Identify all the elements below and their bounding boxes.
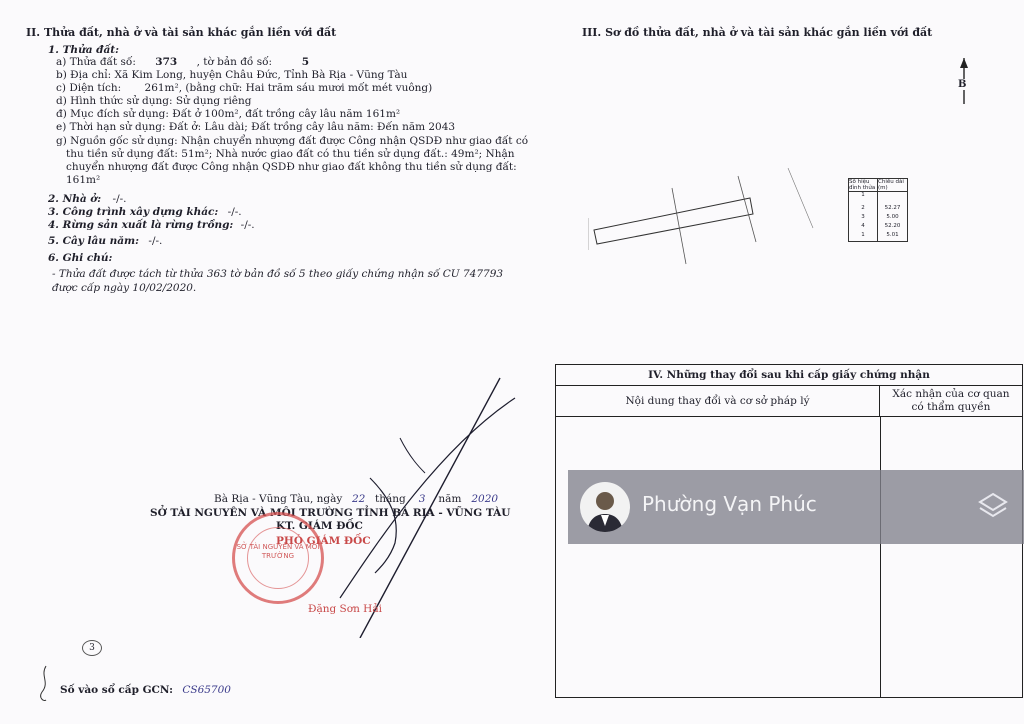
area-label: c) Diện tích: [56, 82, 122, 94]
origin-line-4: 161m² [66, 174, 101, 186]
item2-value: -/-. [112, 193, 127, 205]
item2-row [48, 193, 127, 206]
north-label: B [958, 79, 967, 90]
signature-strokes [300, 368, 530, 638]
dimension-table [848, 178, 908, 242]
item2-label: 2. Nhà ở: [48, 193, 102, 205]
parcel-number: 373 [155, 56, 178, 68]
issue-day: 22 [351, 493, 366, 505]
changes-table-title: IV. Những thay đổi sau khi cấp giấy chứng nhận [556, 365, 1022, 386]
item3-row [48, 206, 242, 219]
parcel-sketch [588, 168, 818, 268]
page-circle-mark: 3 [82, 640, 102, 656]
watermark-name: Phường Vạn Phúc [642, 492, 817, 516]
watermark-banner [568, 470, 1024, 544]
section-iii-title: III. Sơ đồ thửa đất, nhà ở và tài sản khác gắn liền với đất [582, 26, 933, 39]
dim-length: 52.27 [884, 205, 901, 211]
issue-month: 3 [418, 493, 426, 505]
item3-value: -/-. [227, 206, 242, 218]
deputy-title: PHÓ GIÁM ĐỐC [276, 535, 371, 547]
area-row [56, 82, 432, 95]
address-line: b) Địa chỉ: Xã Kim Long, huyện Châu Đức, Tỉnh Bà Rịa - Vũng Tàu [56, 69, 408, 81]
origin-line-2: thu tiền sử dụng đất: 51m²; Nhà nước giao đất có thu tiền sử dụng đất.: 49m²; Nhận [66, 148, 515, 160]
director-title: KT. GIÁM ĐỐC [276, 520, 363, 532]
item5-row [48, 235, 162, 248]
usage-form-line: d) Hình thức sử dụng: Sử dụng riêng [56, 95, 252, 107]
map-number: 5 [301, 56, 310, 68]
parcel-label: a) Thửa đất số: [56, 56, 136, 68]
map-label: , tờ bản đồ số: [196, 56, 273, 68]
section-ii-title: II. Thửa đất, nhà ở và tài sản khác gắn liền với đất [26, 26, 337, 39]
agency-name: SỞ TÀI NGUYÊN VÀ MÔI TRƯỜNG TỈNH BÀ RỊA - VŨNG TÀU [150, 507, 511, 519]
person-icon [580, 482, 630, 532]
origin-line-3: chuyển nhượng đất được Công nhận QSDĐ như giao đất không thu tiền sử dụng đất: [66, 161, 517, 173]
dim-length [878, 192, 907, 205]
register-row [60, 684, 231, 697]
dim-header-length: Chiều dài (m) [878, 179, 904, 191]
dim-length: 5.01 [886, 232, 899, 238]
parcel-row [56, 56, 335, 69]
item4-value: -/-. [240, 219, 255, 231]
year-label: năm [438, 493, 462, 505]
area-value: 261m², (bằng chữ: Hai trăm sáu mươi mốt mét vuông) [144, 82, 433, 94]
origin-line-1: g) Nguồn gốc sử dụng: Nhận chuyển nhượng đất được Công nhận QSDĐ như giao đất có [56, 135, 529, 147]
avatar [580, 482, 630, 532]
dim-header-vertex: Số hiệu đỉnh thửa [849, 179, 878, 191]
item5-label: 5. Cây lâu năm: [48, 235, 140, 247]
item4-row [48, 219, 255, 232]
seal-text: SỞ TÀI NGUYÊN VÀ MÔI TRƯỜNG [236, 543, 320, 560]
item6-label: 6. Ghi chú: [48, 252, 113, 264]
changes-col-content: Nội dung thay đổi và cơ sở pháp lý [556, 385, 880, 417]
date-place: Bà Rịa - Vũng Tàu, ngày [214, 493, 343, 505]
register-label: Số vào sổ cấp GCN: [60, 684, 173, 696]
dim-length: 52.20 [884, 223, 901, 229]
item1-title: 1. Thửa đất: [48, 44, 120, 56]
month-label: tháng [375, 493, 406, 505]
item4-label: 4. Rừng sản xuất là rừng trồng: [48, 219, 234, 231]
column-divider [880, 417, 881, 697]
signer-name: Đặng Sơn Hải [308, 603, 382, 615]
margin-scribble [34, 664, 58, 704]
item5-value: -/-. [148, 235, 163, 247]
note-line-2: được cấp ngày 10/02/2020. [52, 282, 197, 294]
purpose-line: đ) Mục đích sử dụng: Đất ở 100m², đất trồng cây lâu năm 161m² [56, 108, 401, 120]
dim-vertex: 1 [849, 232, 878, 241]
layers-logo-icon [976, 490, 1010, 524]
dim-vertex: 2 [849, 205, 878, 214]
issue-year: 2020 [471, 493, 499, 505]
item3-label: 3. Công trình xây dựng khác: [48, 206, 219, 218]
confirmation-line-2: có thẩm quyền [911, 401, 991, 413]
dim-length: 5.00 [886, 214, 899, 220]
note-line-1: - Thửa đất được tách từ thửa 363 tờ bản đồ số 5 theo giấy chứng nhận số CU 747793 [52, 268, 504, 280]
dim-vertex: 4 [849, 223, 878, 232]
dim-vertex: 1 [849, 192, 878, 205]
register-number: CS65700 [182, 684, 231, 696]
dim-vertex: 3 [849, 214, 878, 223]
duration-line: e) Thời hạn sử dụng: Đất ở: Lâu dài; Đất trồng cây lâu năm: Đến năm 2043 [56, 121, 456, 133]
changes-col-confirmation [880, 385, 1022, 417]
confirmation-line-1: Xác nhận của cơ quan [892, 388, 1010, 400]
